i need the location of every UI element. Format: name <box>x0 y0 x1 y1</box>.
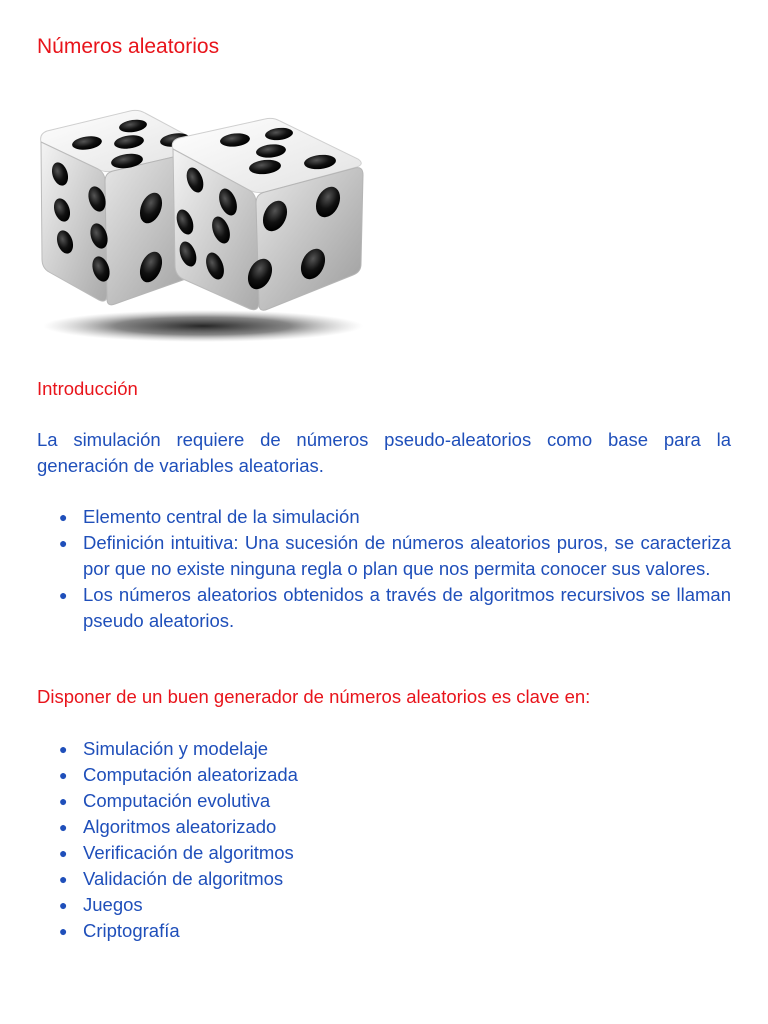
list-item <box>37 530 731 582</box>
bullet-icon: ● <box>59 767 68 783</box>
list-item-text: Criptografía <box>83 920 180 941</box>
bullet-icon: ● <box>59 819 68 835</box>
bullet-icon: ● <box>59 741 68 757</box>
list-item-text: Validación de algoritmos <box>83 868 284 889</box>
dice-shadow <box>43 310 363 342</box>
list-item-text: Algoritmos aleatorizado <box>83 816 277 837</box>
right-die <box>172 118 363 310</box>
dice-illustration <box>35 104 370 348</box>
bullet-icon: ● <box>59 871 68 887</box>
list-item-text: Simulación y modelaje <box>83 738 269 759</box>
list-item-text: Definición intuitiva: Una sucesión de números aleatorios puros, se caracteriza por que no existe ninguna regla o plan que nos permita conocer sus valores. <box>83 532 731 579</box>
list-item-text: Juegos <box>83 894 143 915</box>
list-item-text: Elemento central de la simulación <box>83 506 360 527</box>
list-item <box>37 504 731 530</box>
list-item-text: Verificación de algoritmos <box>83 842 294 863</box>
applications-list <box>37 736 731 944</box>
list-item <box>37 814 731 840</box>
list-item <box>37 788 731 814</box>
list-item-text: Computación aleatorizada <box>83 764 298 785</box>
list-item <box>37 866 731 892</box>
bullet-icon: ● <box>59 793 68 809</box>
bullet-icon: ● <box>59 845 68 861</box>
list-item <box>37 918 731 944</box>
list-item <box>37 582 731 634</box>
intro-heading: Introducción <box>37 378 138 399</box>
bullet-icon: ● <box>59 535 68 551</box>
bullet-icon: ● <box>59 923 68 939</box>
bullet-icon: ● <box>59 587 68 603</box>
list-item-text: Computación evolutiva <box>83 790 271 811</box>
intro-paragraph: La simulación requiere de números pseudo-aleatorios como base para la generación de variables aleatorias. <box>37 429 731 476</box>
list-item <box>37 840 731 866</box>
page-title: Números aleatorios <box>37 35 220 58</box>
features-list <box>37 504 731 634</box>
list-item <box>37 892 731 918</box>
list-item <box>37 736 731 762</box>
list-item-text: Los números aleatorios obtenidos a través de algoritmos recursivos se llaman pseudo aleatorios. <box>83 584 731 631</box>
bullet-icon: ● <box>59 509 68 525</box>
list-item <box>37 762 731 788</box>
bullet-icon: ● <box>59 897 68 913</box>
key-heading: Disponer de un buen generador de números aleatorios es clave en: <box>37 686 591 707</box>
